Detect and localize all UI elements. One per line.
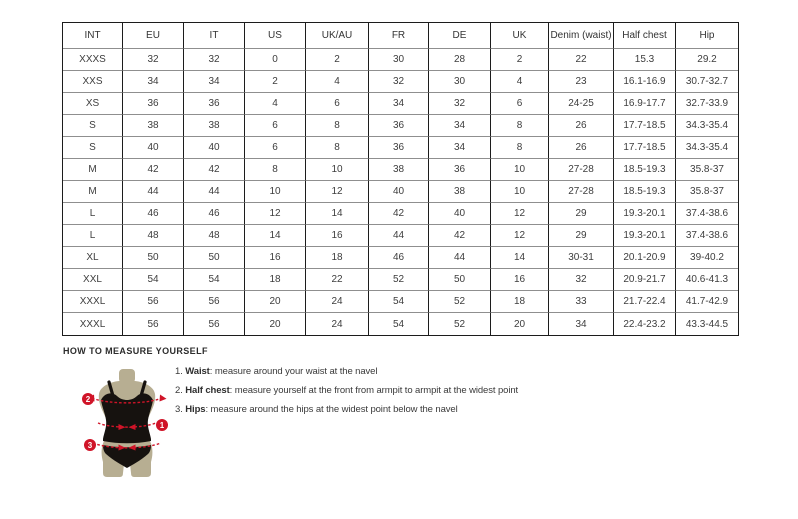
table-row	[63, 71, 738, 93]
measure-steps-list	[175, 362, 645, 419]
column-header: UK	[491, 23, 549, 49]
table-cell: 0	[245, 49, 306, 71]
table-cell: 34.3-35.4	[676, 115, 738, 137]
table-cell: 20.1-20.9	[614, 247, 676, 269]
table-cell: 48	[184, 225, 245, 247]
column-header: Hip	[676, 23, 738, 49]
table-cell: 15.3	[614, 49, 676, 71]
measure-step	[175, 362, 645, 381]
table-cell: 6	[491, 93, 549, 115]
table-cell: 21.7-22.4	[614, 291, 676, 313]
table-cell: 36	[123, 93, 184, 115]
column-header: DE	[429, 23, 491, 49]
step-text: : measure yourself at the front from armpit to armpit at the widest point	[229, 385, 519, 396]
step-label: Waist	[185, 366, 210, 377]
table-cell: 14	[491, 247, 549, 269]
svg-text:1: 1	[159, 420, 165, 430]
table-cell: 12	[491, 225, 549, 247]
step-label: Half chest	[185, 385, 230, 396]
table-cell: 35.8-37	[676, 181, 738, 203]
table-cell: 2	[245, 71, 306, 93]
table-cell: 42	[184, 159, 245, 181]
table-cell: 4	[245, 93, 306, 115]
table-cell: 52	[429, 313, 491, 335]
table-row	[63, 225, 738, 247]
table-cell: 20	[245, 313, 306, 335]
table-cell: XL	[63, 247, 123, 269]
table-cell: 14	[245, 225, 306, 247]
table-cell: 6	[306, 93, 369, 115]
table-cell: 40	[123, 137, 184, 159]
table-cell: XS	[63, 93, 123, 115]
table-cell: 32	[369, 71, 429, 93]
table-cell: 34	[549, 313, 614, 335]
table-cell: 37.4-38.6	[676, 203, 738, 225]
table-row	[63, 181, 738, 203]
table-cell: 27-28	[549, 181, 614, 203]
table-cell: 10	[491, 181, 549, 203]
table-cell: 46	[184, 203, 245, 225]
table-cell: 20.9-21.7	[614, 269, 676, 291]
badge-waist	[156, 419, 168, 431]
column-header: FR	[369, 23, 429, 49]
table-cell: 12	[491, 203, 549, 225]
table-cell: 26	[549, 115, 614, 137]
size-chart-table	[62, 22, 739, 336]
table-cell: XXXS	[63, 49, 123, 71]
badge-chest	[82, 393, 94, 405]
table-cell: 52	[369, 269, 429, 291]
measure-guide-heading: HOW TO MEASURE YOURSELF	[63, 346, 208, 356]
table-row	[63, 49, 738, 71]
table-cell: 2	[306, 49, 369, 71]
table-cell: XXXL	[63, 291, 123, 313]
table-cell: 8	[491, 137, 549, 159]
table-cell: 40	[429, 203, 491, 225]
table-cell: 34	[369, 93, 429, 115]
table-row	[63, 203, 738, 225]
table-cell: 18.5-19.3	[614, 159, 676, 181]
table-cell: S	[63, 137, 123, 159]
table-cell: 44	[184, 181, 245, 203]
table-cell: L	[63, 225, 123, 247]
table-cell: 32	[123, 49, 184, 71]
step-number: 1.	[175, 366, 186, 377]
table-cell: 36	[184, 93, 245, 115]
table-cell: 32	[184, 49, 245, 71]
table-cell: 19.3-20.1	[614, 225, 676, 247]
size-chart-head	[63, 23, 738, 49]
table-cell: 16	[306, 225, 369, 247]
swimsuit-top	[101, 393, 153, 443]
table-cell: 56	[123, 291, 184, 313]
measure-guide-section	[63, 346, 663, 450]
table-cell: 54	[369, 291, 429, 313]
table-cell: 42	[429, 225, 491, 247]
table-cell: M	[63, 181, 123, 203]
size-chart-body	[63, 49, 738, 335]
table-cell: 24	[306, 291, 369, 313]
table-cell: 42	[369, 203, 429, 225]
table-cell: 20	[245, 291, 306, 313]
table-cell: 32	[549, 269, 614, 291]
table-row	[63, 93, 738, 115]
table-cell: 28	[429, 49, 491, 71]
badge-hips	[84, 439, 96, 451]
table-cell: 54	[123, 269, 184, 291]
table-cell: 16	[491, 269, 549, 291]
table-cell: 8	[491, 115, 549, 137]
table-cell: 40	[184, 137, 245, 159]
table-cell: 34	[184, 71, 245, 93]
table-cell: 48	[123, 225, 184, 247]
table-cell: 18.5-19.3	[614, 181, 676, 203]
table-cell: 29.2	[676, 49, 738, 71]
table-cell: 56	[123, 313, 184, 335]
table-cell: 10	[245, 181, 306, 203]
table-cell: 30.7-32.7	[676, 71, 738, 93]
table-cell: 12	[245, 203, 306, 225]
table-cell: M	[63, 159, 123, 181]
step-number: 3.	[175, 404, 186, 415]
table-cell: 29	[549, 225, 614, 247]
table-cell: 19.3-20.1	[614, 203, 676, 225]
table-cell: 6	[245, 115, 306, 137]
table-cell: 36	[429, 159, 491, 181]
table-cell: 40	[369, 181, 429, 203]
table-cell: 18	[491, 291, 549, 313]
table-cell: 46	[369, 247, 429, 269]
table-cell: 22.4-23.2	[614, 313, 676, 335]
measure-figure-illustration	[77, 366, 177, 484]
table-cell: 29	[549, 203, 614, 225]
table-cell: 44	[369, 225, 429, 247]
column-header: INT	[63, 23, 123, 49]
table-row	[63, 291, 738, 313]
table-cell: 24-25	[549, 93, 614, 115]
table-cell: 54	[369, 313, 429, 335]
table-cell: 4	[491, 71, 549, 93]
table-cell: 2	[491, 49, 549, 71]
svg-text:2: 2	[85, 394, 91, 404]
table-cell: 52	[429, 291, 491, 313]
measure-step	[175, 400, 645, 419]
table-cell: 8	[306, 137, 369, 159]
table-cell: 42	[123, 159, 184, 181]
table-cell: 22	[549, 49, 614, 71]
table-cell: 12	[306, 181, 369, 203]
table-cell: 34.3-35.4	[676, 137, 738, 159]
step-number: 2.	[175, 385, 186, 396]
table-cell: 54	[184, 269, 245, 291]
table-cell: 50	[429, 269, 491, 291]
step-text: : measure around the hips at the widest point below the navel	[205, 404, 458, 415]
table-row	[63, 313, 738, 335]
table-cell: XXXL	[63, 313, 123, 335]
table-cell: 41.7-42.9	[676, 291, 738, 313]
table-cell: 34	[429, 115, 491, 137]
column-header: EU	[123, 23, 184, 49]
table-cell: 38	[123, 115, 184, 137]
table-cell: 8	[306, 115, 369, 137]
table-cell: 46	[123, 203, 184, 225]
table-cell: 16	[245, 247, 306, 269]
table-cell: 32	[429, 93, 491, 115]
table-cell: 34	[123, 71, 184, 93]
table-cell: 10	[306, 159, 369, 181]
table-cell: 16.9-17.7	[614, 93, 676, 115]
table-cell: 34	[429, 137, 491, 159]
table-cell: 37.4-38.6	[676, 225, 738, 247]
table-row	[63, 115, 738, 137]
table-cell: 17.7-18.5	[614, 137, 676, 159]
table-cell: 44	[123, 181, 184, 203]
table-row	[63, 269, 738, 291]
table-cell: S	[63, 115, 123, 137]
table-cell: 14	[306, 203, 369, 225]
table-cell: 17.7-18.5	[614, 115, 676, 137]
column-header: IT	[184, 23, 245, 49]
table-cell: 4	[306, 71, 369, 93]
table-row	[63, 159, 738, 181]
table-cell: 24	[306, 313, 369, 335]
measure-step	[175, 381, 645, 400]
table-cell: 38	[429, 181, 491, 203]
table-cell: 40.6-41.3	[676, 269, 738, 291]
column-header: Half chest	[614, 23, 676, 49]
table-cell: L	[63, 203, 123, 225]
table-cell: 20	[491, 313, 549, 335]
table-cell: 36	[369, 137, 429, 159]
table-row	[63, 137, 738, 159]
table-cell: 38	[369, 159, 429, 181]
size-chart-header-row	[63, 23, 738, 49]
table-cell: 23	[549, 71, 614, 93]
chest-arrow-right	[160, 395, 167, 402]
table-cell: 39-40.2	[676, 247, 738, 269]
column-header: US	[245, 23, 306, 49]
table-cell: 10	[491, 159, 549, 181]
table-cell: 44	[429, 247, 491, 269]
table-cell: 8	[245, 159, 306, 181]
table-cell: 35.8-37	[676, 159, 738, 181]
table-cell: 16.1-16.9	[614, 71, 676, 93]
table-cell: 18	[245, 269, 306, 291]
table-cell: 36	[369, 115, 429, 137]
column-header: Denim (waist)	[549, 23, 614, 49]
table-cell: 38	[184, 115, 245, 137]
table-cell: 30-31	[549, 247, 614, 269]
table-cell: 26	[549, 137, 614, 159]
table-cell: XXS	[63, 71, 123, 93]
step-text: : measure around your waist at the navel	[209, 366, 378, 377]
table-cell: 32.7-33.9	[676, 93, 738, 115]
step-label: Hips	[185, 404, 206, 415]
table-cell: 50	[123, 247, 184, 269]
svg-text:3: 3	[87, 440, 93, 450]
table-cell: 22	[306, 269, 369, 291]
table-cell: 27-28	[549, 159, 614, 181]
table-cell: 50	[184, 247, 245, 269]
table-cell: 30	[369, 49, 429, 71]
table-cell: 30	[429, 71, 491, 93]
table-cell: 56	[184, 313, 245, 335]
table-cell: 33	[549, 291, 614, 313]
table-row	[63, 247, 738, 269]
table-cell: 18	[306, 247, 369, 269]
mannequin-neck	[119, 369, 135, 383]
table-cell: XXL	[63, 269, 123, 291]
table-cell: 6	[245, 137, 306, 159]
column-header: UK/AU	[306, 23, 369, 49]
table-cell: 56	[184, 291, 245, 313]
table-cell: 43.3-44.5	[685, 318, 729, 330]
